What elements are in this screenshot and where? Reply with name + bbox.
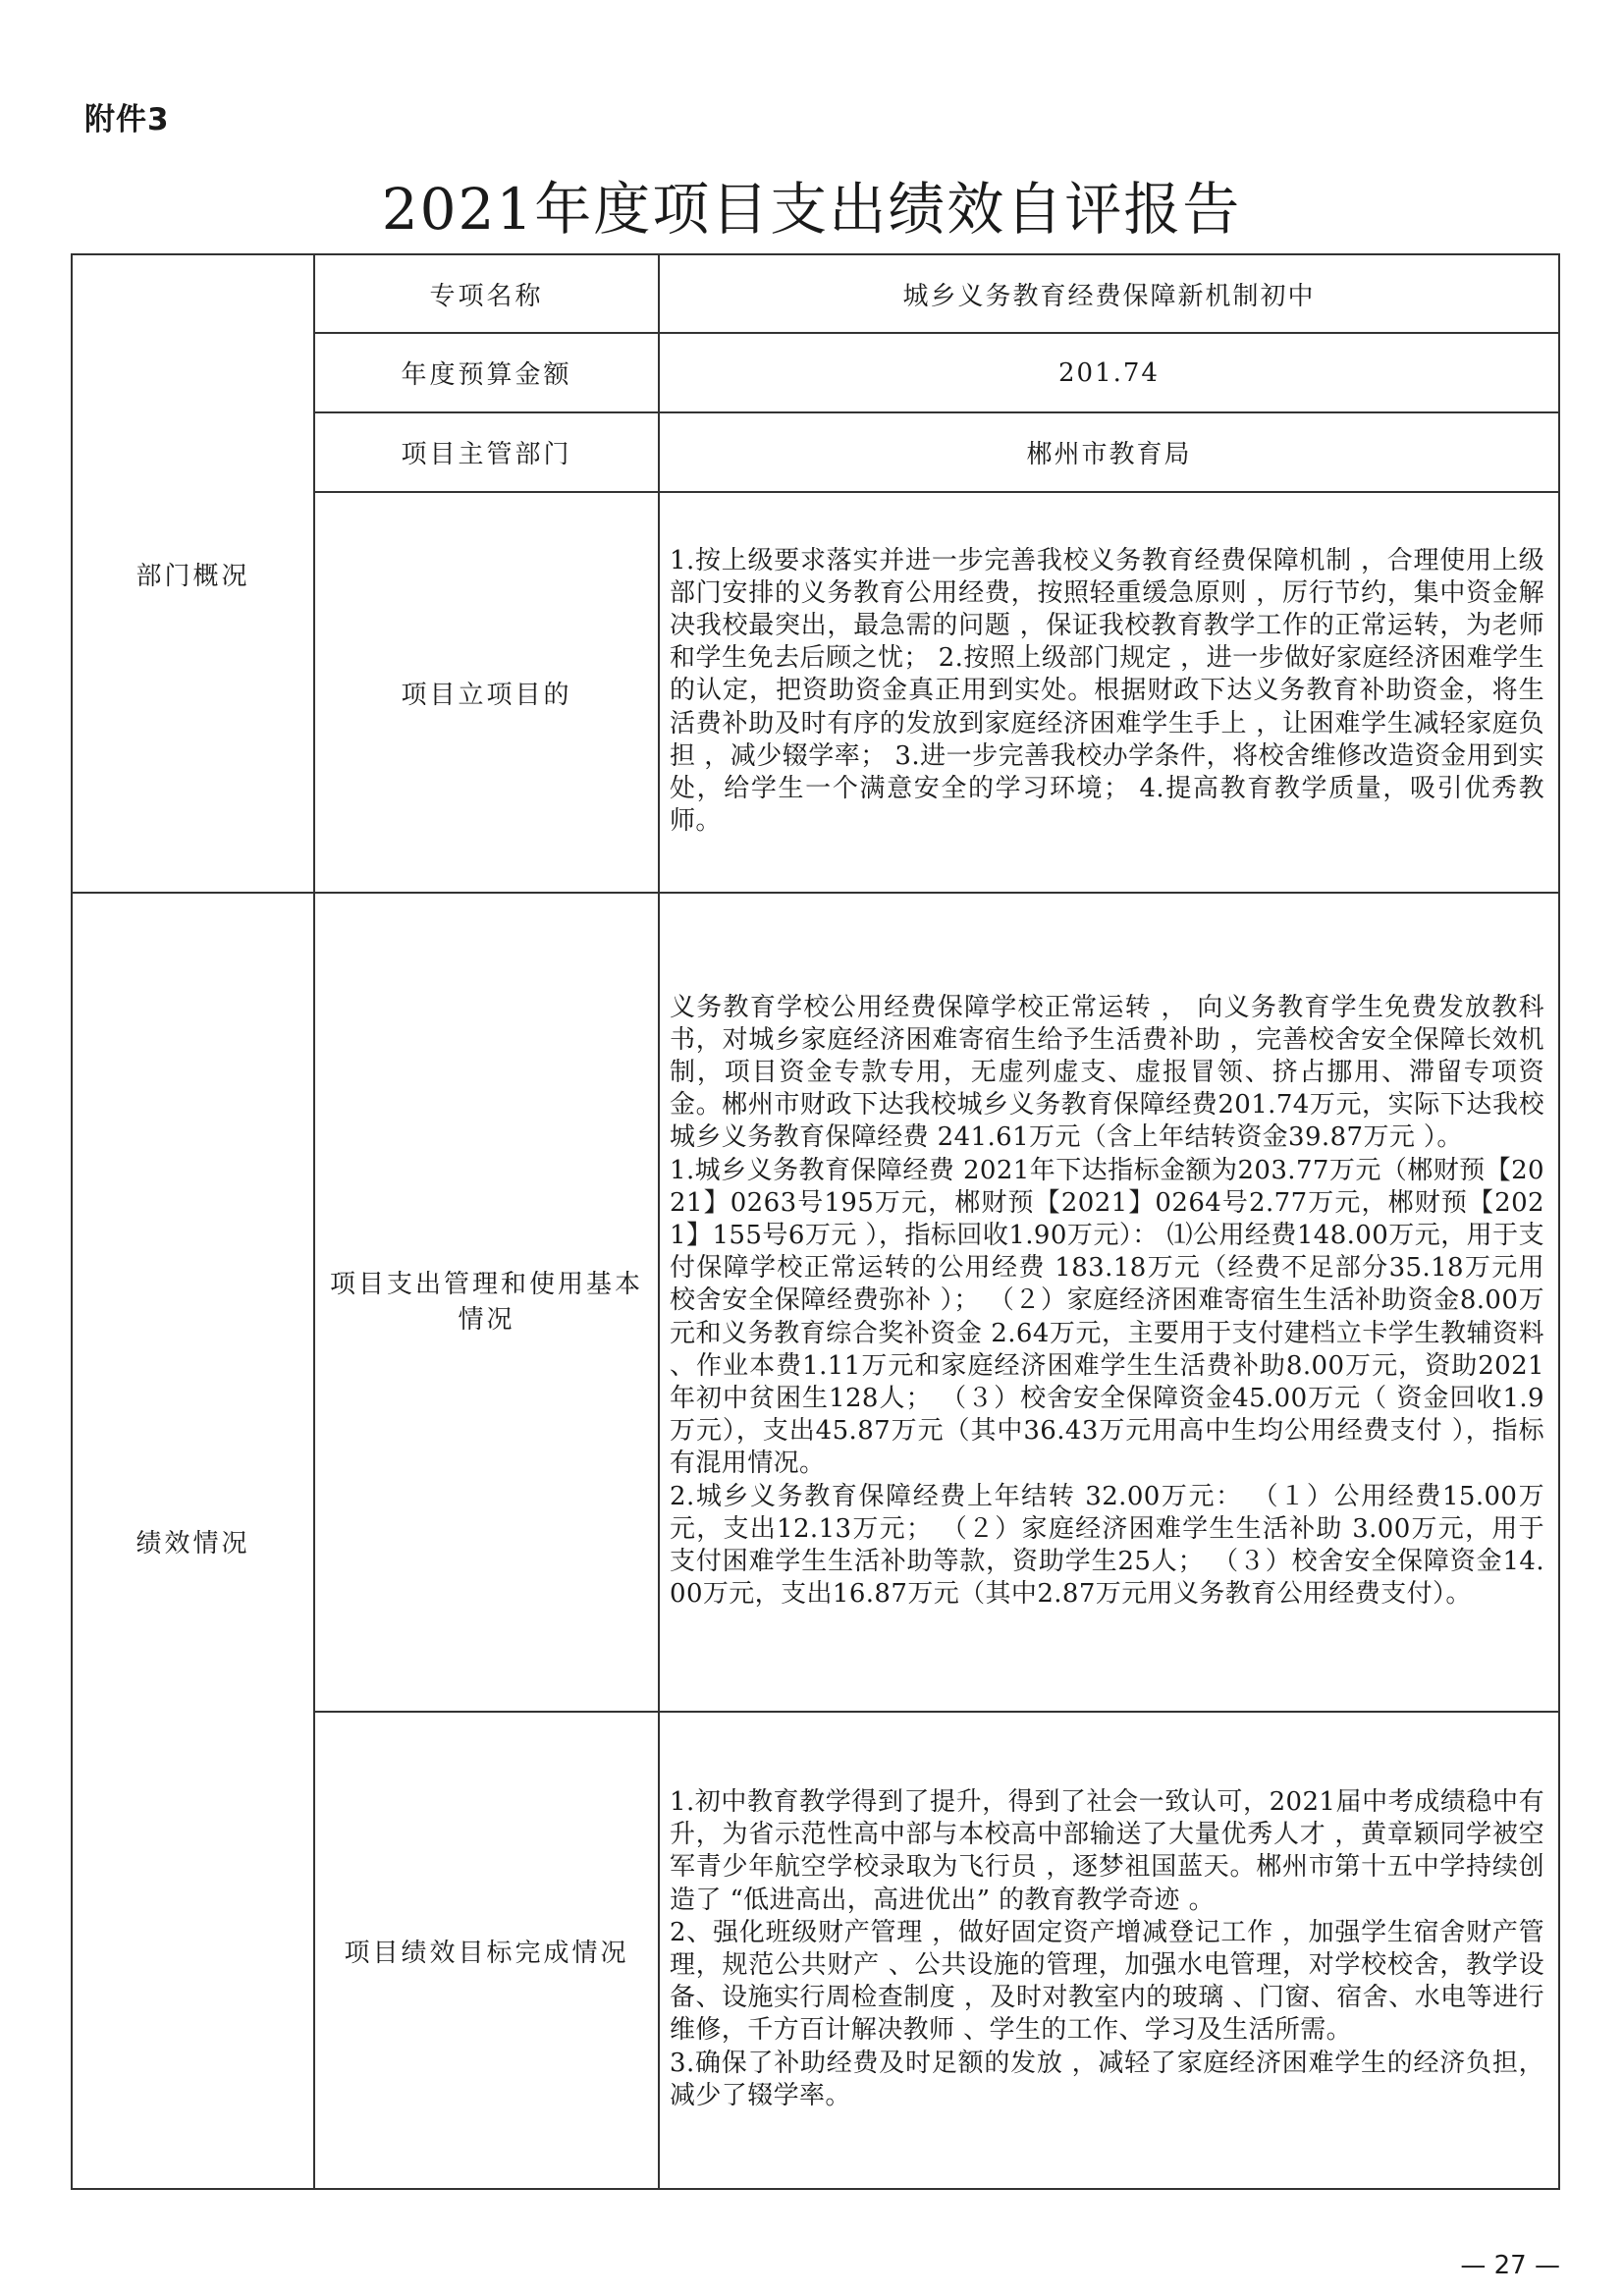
goals-text: 1.初中教育教学得到了提升，得到了社会一致认可，2021届中考成绩稳中有升，为省示范性高中部与本校高中部输送了大量优秀人才 ，黄章颖同学被空军青少年航空学校录取为飞行员 ，逐梦祖国蓝天。郴州市第十五中学持续创造了 “低进高出，高进优出” 的教育教学奇迹 。 2、强化班级财产管理 ，做好固定资产增减登记工作 ，加强学生宿舍财产管理，规范公共财产 、公共设施的管理，加强水电管理，对学校校舍，教学设备、设施实行周检查制度 ，及时对教室内的玻璃 、门窗、宿舍、水电等进行维修，千方百计解决教师 、学生的工作、学习及生活所需。 3.确保了补助经费及时足额的发放 ，减轻了家庭经济困难学生的经济负担，减少了辍学率。 xyxy=(670,1786,1544,2110)
value-project-name: 城乡义务教育经费保障新机制初中 xyxy=(659,254,1559,333)
value-department: 郴州市教育局 xyxy=(659,412,1559,492)
attachment-label: 附件3 xyxy=(84,102,170,137)
label-goals: 项目绩效目标完成情况 xyxy=(314,1712,659,2189)
table-row xyxy=(72,893,1559,1712)
purpose-cell xyxy=(659,492,1559,893)
section-overview: 部门概况 xyxy=(72,254,314,893)
section-performance: 绩效情况 xyxy=(72,893,314,2189)
value-annual-budget: 201.74 xyxy=(659,333,1559,412)
label-management: 项目支出管理和使用基本情况 xyxy=(329,1270,643,1335)
page-number: — 27 — xyxy=(1460,2251,1560,2280)
purpose-text: 1.按上级要求落实并进一步完善我校义务教育经费保障机制 ，合理使用上级部门安排的义务教育公用经费，按照轻重缓急原则 ，厉行节约，集中资金解决我校最突出，最急需的问题 ，保证我校教育教学工作的正常运转，为老师和学生免去后顾之忧； 2.按照上级部门规定 ，进一步做好家庭经济困难学生的认定，把资助资金真正用到实处。根据财政下达义务教育补助资金，将生活费补助及时有序的发放到家庭经济困难学生手上 ，让困难学生减轻家庭负担 ，减少辍学率； 3.进一步完善我校办学条件，将校舍维修改造资金用到实处，给学生一个满意安全的学习环境； 4.提高教育教学质量，吸引优秀教师。 xyxy=(670,545,1544,837)
label-annual-budget: 年度预算金额 xyxy=(314,333,659,412)
management-cell xyxy=(659,893,1559,1712)
label-management-cell xyxy=(314,893,659,1712)
management-text: 义务教育学校公用经费保障学校正常运转 ， 向义务教育学生免费发放教科书，对城乡家庭经济困难寄宿生给予生活费补助 ，完善校舍安全保障长效机制，项目资金专款专用，无虚列虚支、虚报冒领、挤占挪用、滞留专项资金。郴州市财政下达我校城乡义务教育保障经费201.74万元，实际下达我校城乡义务教育保障经费 241.61万元（含上年结转资金39.87万元 ）。 1.城乡义务教育保障经费 2021年下达指标金额为203.77万元（郴财预【2021】0263号195万元，郴财预【2021】0264号2.77万元，郴财预【2021】155号6万元 ），指标回收1.90万元）： ⑴公用经费148.00万元，用于支付保障学校正常运转的公用经费 183.18万元（经费不足部分35.18万元用校舍安全保障经费弥补 ）； （２）家庭经济困难寄宿生生活补助资金8.00万元和义务教育综合奖补资金 2.64万元，主要用于支付建档立卡学生教辅资料 、作业本费1.11万元和家庭经济困难学生生活费补助8.00万元，资助2021年初中贫困生128人； （３）校舍安全保障资金45.00万元（ 资金回收1.9万元），支出45.87万元（其中36.43万元用高中生均公用经费支付 ），指标有混用情况。 2.城乡义务教育保障经费上年结转 32.00万元： （１）公用经费15.00万元，支出12.13万元； （２）家庭经济困难学生生活补助 3.00万元，用于支付困难学生生活补助等款，资助学生25人； （３）校舍安全保障资金14.00万元，支出16.87万元（其中2.87万元用义务教育公用经费支付）。 xyxy=(670,992,1544,1610)
label-department: 项目主管部门 xyxy=(314,412,659,492)
page-title: 2021年度项目支出绩效自评报告 xyxy=(381,176,1242,243)
goals-cell xyxy=(659,1712,1559,2189)
table-row xyxy=(72,254,1559,333)
label-purpose: 项目立项目的 xyxy=(314,492,659,893)
report-table xyxy=(71,253,1560,2190)
label-project-name: 专项名称 xyxy=(314,254,659,333)
